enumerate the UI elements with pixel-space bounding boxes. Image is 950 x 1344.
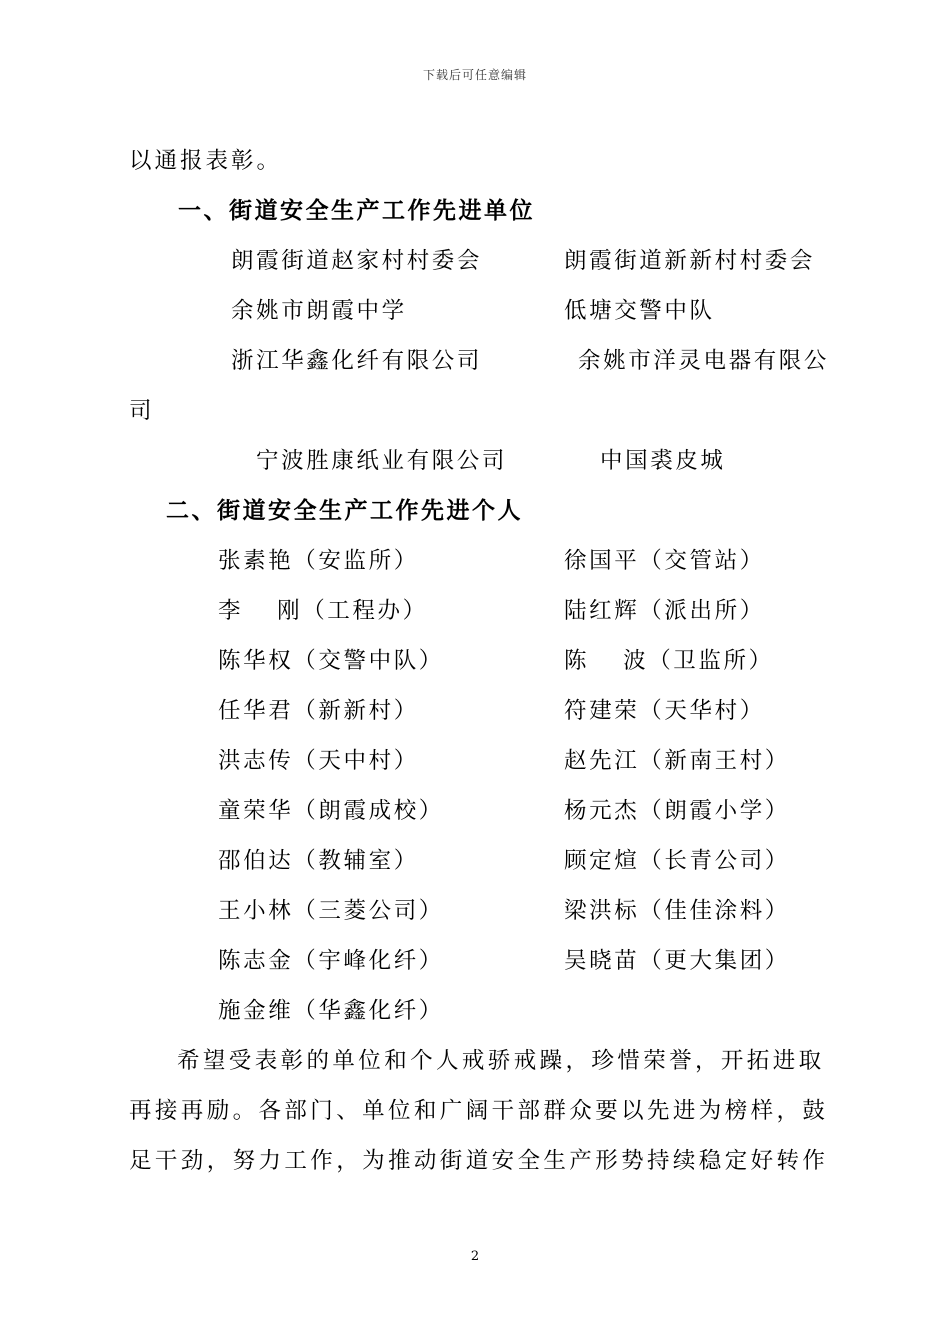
person-entry: 吴晓苗（更大集团）	[564, 948, 790, 974]
person-entry: 任华君（新新村）	[218, 698, 419, 724]
section1-title: 一、街道安全生产工作先进单位	[178, 197, 535, 224]
person-name-part: 波（卫监所）	[623, 648, 774, 674]
unit-entry: 浙江华鑫化纤有限公司	[231, 348, 483, 374]
person-entry: 陆红辉（派出所）	[564, 598, 765, 624]
person-entry: 杨元杰（朗霞小学）	[564, 798, 790, 824]
unit-entry: 余姚市洋灵电器有限公	[578, 348, 830, 374]
closing-paragraph-line: 再接再励。各部门、单位和广阔干部群众要以先进为榜样，鼓	[129, 1098, 829, 1124]
person-entry: 梁洪标（佳佳涂料）	[564, 898, 790, 924]
person-entry: 陈志金（宇峰化纤）	[218, 948, 444, 974]
person-entry: 顾定煊（长青公司）	[564, 848, 790, 874]
person-entry: 施金维（华鑫化纤）	[218, 998, 444, 1024]
person-entry: 徐国平（交管站）	[564, 548, 765, 574]
closing-paragraph-line: 足干劲，努力工作，为推动街道安全生产形势持续稳定好转作	[129, 1148, 829, 1174]
unit-entry: 宁波胜康纸业有限公司	[256, 448, 508, 474]
page-header: 下载后可任意编辑	[422, 68, 527, 82]
person-entry	[564, 646, 774, 676]
closing-paragraph-line: 希望受表彰的单位和个人戒骄戒躁，珍惜荣誉，开拓进取	[177, 1048, 825, 1074]
unit-entry-wrap: 司	[129, 398, 155, 424]
unit-entry: 中国裘皮城	[600, 448, 726, 474]
intro-tail-text: 以通报表彰。	[129, 148, 283, 174]
person-entry: 赵先江（新南王村）	[564, 748, 790, 774]
person-name-part: 李	[218, 598, 244, 624]
person-entry: 童荣华（朗霞成校）	[218, 798, 444, 824]
unit-entry: 朗霞街道赵家村村委会	[231, 248, 483, 274]
person-entry: 邵伯达（教辅室）	[218, 848, 419, 874]
person-entry: 陈华权（交警中队）	[218, 648, 444, 674]
section2-title: 二、街道安全生产工作先进个人	[166, 497, 523, 524]
person-entry: 王小林（三菱公司）	[218, 898, 444, 924]
person-name-part: 陈	[564, 648, 590, 674]
person-name-part: 刚（工程办）	[277, 598, 428, 624]
unit-entry: 低塘交警中队	[564, 298, 715, 324]
unit-entry: 余姚市朗霞中学	[231, 298, 407, 324]
unit-entry: 朗霞街道新新村村委会	[564, 248, 816, 274]
person-entry: 张素艳（安监所）	[218, 548, 419, 574]
person-entry	[218, 596, 428, 626]
person-entry: 符建荣（天华村）	[564, 698, 765, 724]
person-entry: 洪志传（天中村）	[218, 748, 419, 774]
page-number: 2	[470, 1249, 480, 1264]
